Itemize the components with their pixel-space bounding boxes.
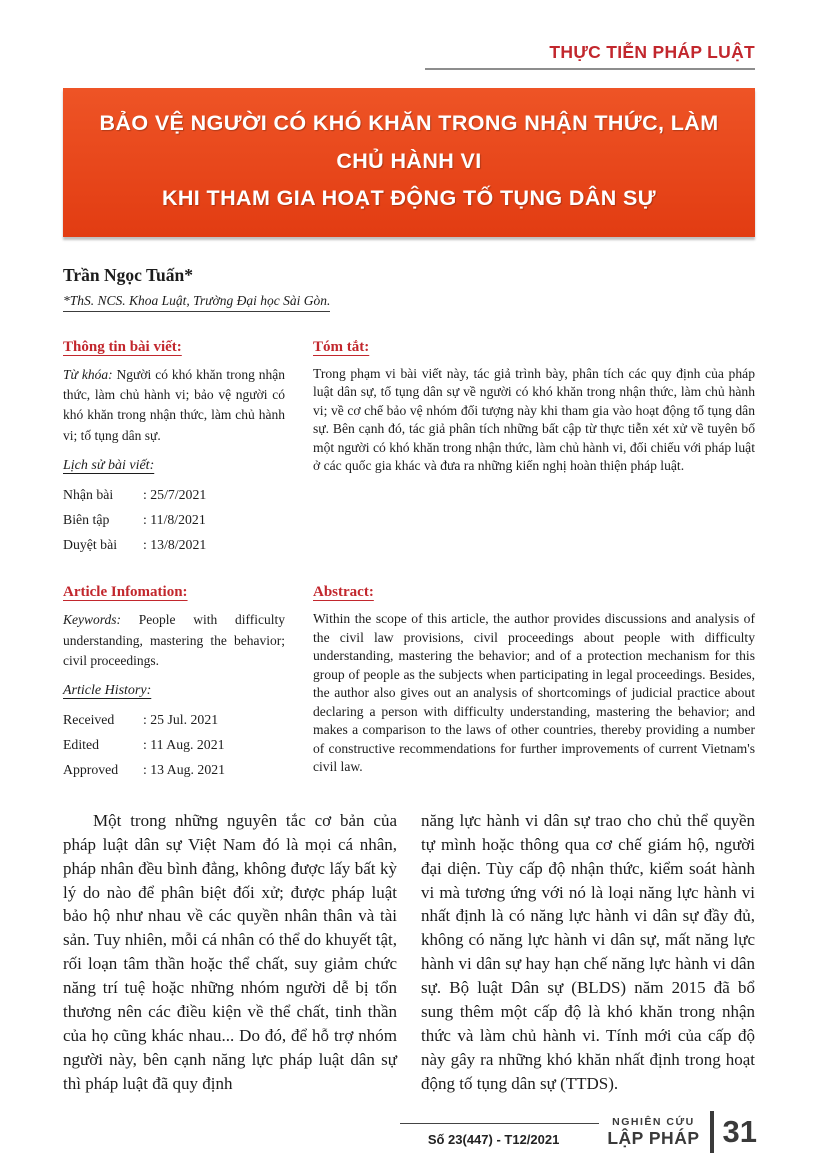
keywords-en-text: People with difficulty understanding, mastering the behavior; civil proceedings. <box>63 612 285 668</box>
history-row <box>63 508 285 533</box>
summary-vi-heading: Tóm tắt: <box>313 338 370 355</box>
page-number: 31 <box>722 1114 757 1149</box>
history-label: Approved <box>63 761 119 777</box>
issue-label: Số 23(447) - T12/2021 <box>400 1123 600 1147</box>
article-title-banner <box>63 88 755 237</box>
author-name: Trần Ngọc Tuấn* <box>63 264 193 285</box>
article-title-line-1: BẢO VỆ NGƯỜI CÓ KHÓ KHĂN TRONG NHẬN THỨC, LÀM CHỦ HÀNH VI <box>99 111 719 173</box>
abstract-en-heading: Abstract: <box>313 584 374 601</box>
keywords-en <box>63 610 285 671</box>
info-vi-left-column <box>63 338 285 557</box>
journal-name-line-2: LẬP PHÁP <box>607 1127 700 1148</box>
section-header-label: THỰC TIỄN PHÁP LUẬT <box>549 42 755 62</box>
history-label: Duyệt bài <box>63 536 118 552</box>
history-label: Nhận bài <box>63 486 114 502</box>
history-value: : 11 Aug. 2021 <box>143 736 225 752</box>
history-value: : 25 Jul. 2021 <box>143 712 219 728</box>
article-info-vi <box>63 338 755 557</box>
history-label: Received <box>63 712 115 728</box>
author-block <box>63 265 755 312</box>
article-info-en <box>63 583 755 782</box>
history-value: : 11/8/2021 <box>143 511 206 527</box>
keywords-en-label: Keywords: <box>63 612 121 628</box>
history-row <box>63 708 285 733</box>
history-value: : 25/7/2021 <box>143 486 207 502</box>
article-body <box>63 809 755 1097</box>
history-row <box>63 533 285 558</box>
info-en-heading: Article Infomation: <box>63 584 188 601</box>
author-affiliation: *ThS. NCS. Khoa Luật, Trường Đại học Sài Gòn. <box>63 293 330 312</box>
keywords-vi <box>63 365 285 446</box>
keywords-vi-label: Từ khóa: <box>63 366 113 382</box>
article-title-line-2: KHI THAM GIA HOẠT ĐỘNG TỐ TỤNG DÂN SỰ <box>161 186 657 211</box>
history-en-heading: Article History: <box>63 683 152 699</box>
body-column-left: Một trong những nguyên tắc cơ bản của pháp luật dân sự Việt Nam đó là mọi cá nhân, pháp nhân đều bình đẳng, không được lấy bất kỳ lý do nào để phân biệt đối xử; được pháp luật bảo hộ như nhau về các quyền nhân thân và tài sản. Tuy nhiên, mỗi cá nhân có thể do khuyết tật, rối loạn tâm thần hoặc thể chất, suy giảm chức năng trí tuệ hoặc những nhóm người dễ bị tổn thương nên các điều kiện về thể chất, tinh thần của họ cũng khác nhau... Do đó, để hỗ trợ nhóm người này, bên cạnh năng lực pháp luật dân sự thì pháp luật đã quy định <box>63 810 397 1094</box>
info-en-right-column <box>313 583 755 782</box>
history-row <box>63 758 285 783</box>
info-vi-right-column <box>313 338 755 557</box>
info-vi-heading: Thông tin bài viết: <box>63 338 182 355</box>
section-header-rule <box>425 68 755 70</box>
journal-logo <box>607 1116 699 1149</box>
section-header <box>63 42 755 70</box>
page-footer <box>400 1111 757 1153</box>
history-label: Biên tập <box>63 511 110 527</box>
history-row <box>63 733 285 758</box>
history-value: : 13/8/2021 <box>143 536 207 552</box>
keywords-vi-text: Người có khó khăn trong nhận thức, làm chủ hành vi; bảo vệ người có khó khăn trong nhận thức, làm chủ hành vi; tố tụng dân sự. <box>63 366 286 443</box>
history-label: Edited <box>63 736 100 752</box>
history-value: : 13 Aug. 2021 <box>143 761 226 777</box>
info-en-left-column <box>63 583 285 782</box>
history-vi-heading: Lịch sử bài viết: <box>63 457 155 473</box>
journal-name-line-1: NGHIÊN CỨU <box>612 1115 695 1128</box>
body-column-right: năng lực hành vi dân sự trao cho chủ thể quyền tự mình hoặc thông qua cơ chế giám hộ, người đại diện. Tùy cấp độ nhận thức, kiểm soát hành vi mà tương ứng với nó là loại năng lực hành vi nhất định là có năng lực hành vi dân sự đầy đủ, không có năng lực hành vi dân sự, mất năng lực hành vi dân sự hay hạn chế năng lực hành vi dân sự. Bộ luật Dân sự (BLDS) năm 2015 đã bổ sung thêm một cấp độ là khó khăn trong nhận thức và làm chủ hành vi. Tính mới của cấp độ này gây ra những khó khăn nhất định trong hoạt động tố tụng dân sự (TTDS). <box>421 810 755 1094</box>
history-row <box>63 483 285 508</box>
abstract-en-text: Within the scope of this article, the author provides discussions and analysis of the civil law provisions, civil proceedings about people with difficulty understanding, mastering the behavior; and of a protection mechanism for this group of people as the subjects when participating in legal proceedings. Besides, the author also gives out an analysis of shortcomings of judicial practice about declaring a person with difficulty understanding, mastering the behavior; and makes a comparison to the laws of other countries, thereby providing a number of constructive recommendations for further improvements of current Vietnam's civil law. <box>313 611 755 775</box>
summary-vi-text: Trong phạm vi bài viết này, tác giả trình bày, phân tích các quy định của pháp luật dân sự, tố tụng dân sự về người có khó khăn trong nhận thức, làm chủ hành vi; về cơ chế bảo vệ nhóm đối tượng này khi tham gia vào hoạt động tố tụng dân sự. Bên cạnh đó, tác giả phân tích những bất cập từ thực tiễn xét xử về tuyên bố một người có khó khăn trong nhận thức, làm chủ hành vi, đối chiếu với pháp luật ở các quốc gia khác và đưa ra những kiến nghị hoàn thiện pháp luật. <box>313 365 755 474</box>
footer-divider <box>710 1111 714 1153</box>
